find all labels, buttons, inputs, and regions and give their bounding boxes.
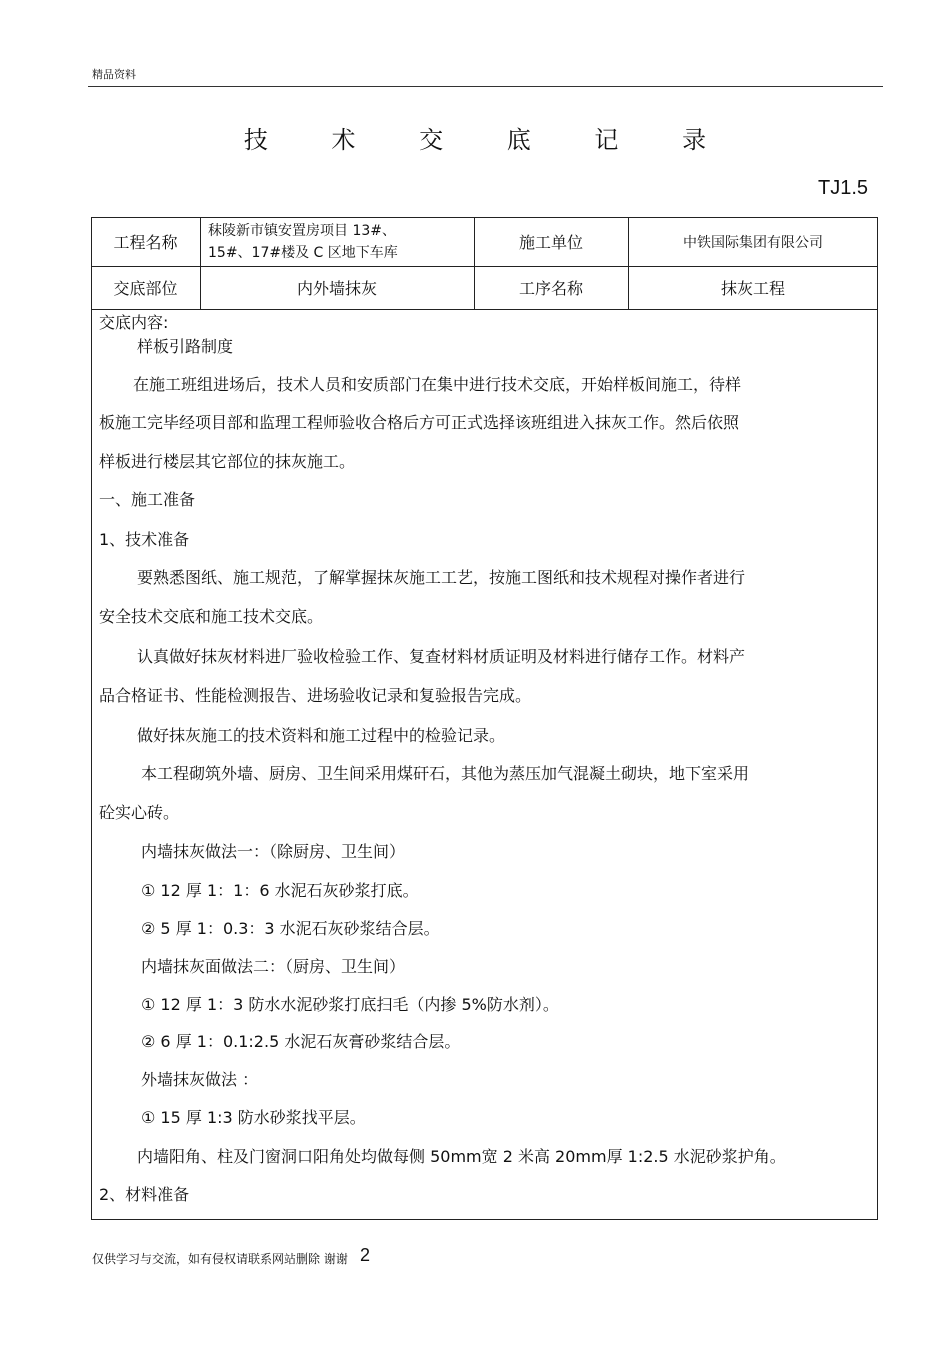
content-line: 在施工班组进场后，技术人员和安质部门在集中进行技术交底，开始样板间施工，待样 xyxy=(133,375,742,394)
content-line: 样板进行楼层其它部位的抹灰施工。 xyxy=(99,452,356,471)
location-label: 交底部位 xyxy=(113,279,178,298)
subsection-heading: 2、材料准备 xyxy=(99,1185,190,1204)
content-heading: 交底内容: xyxy=(99,313,169,332)
content-line: 板施工完毕经项目部和监理工程师验收合格后方可正式选择该班组进入抹灰工作。然后依照 xyxy=(99,413,740,432)
method-step: ② 6 厚 1：0.1:2.5 水泥石灰膏砂浆结合层。 xyxy=(141,1032,461,1051)
content-line: 品合格证书、性能检测报告、进场验收记录和复验报告完成。 xyxy=(99,686,532,705)
method-step: ① 15 厚 1:3 防水砂浆找平层。 xyxy=(141,1108,366,1127)
construction-unit-value: 中铁国际集团有限公司 xyxy=(683,234,823,251)
document-code: TJ1.5 xyxy=(818,177,869,199)
construction-unit-label: 施工单位 xyxy=(518,233,583,252)
location-value: 内外墙抹灰 xyxy=(296,279,377,298)
content-line: 样板引路制度 xyxy=(137,337,234,356)
header-label: 精品资料 xyxy=(92,68,136,81)
method-step: ① 12 厚 1：1：6 水泥石灰砂浆打底。 xyxy=(141,881,419,900)
method-heading: 外墙抹灰做法 ： xyxy=(141,1070,259,1089)
method-heading: 内墙抹灰面做法二：（厨房、卫生间） xyxy=(141,957,406,976)
page-number: 2 xyxy=(360,1245,371,1265)
table-row-divider xyxy=(91,309,878,310)
document-title: 技 术 交 底 记 录 xyxy=(243,126,735,154)
content-line: 本工程砌筑外墙、厨房、卫生间采用煤矸石，其他为蒸压加气混凝土砌块，地下室采用 xyxy=(141,764,750,783)
subsection-heading: 1、技术准备 xyxy=(99,530,190,549)
footer-note: 仅供学习与交流，如有侵权请联系网站删除 谢谢 xyxy=(92,1252,348,1266)
header-divider xyxy=(88,86,883,87)
content-line: 安全技术交底和施工技术交底。 xyxy=(99,607,324,626)
content-line: 砼实心砖。 xyxy=(99,803,180,822)
content-line: 做好抹灰施工的技术资料和施工过程中的检验记录。 xyxy=(137,726,506,745)
project-name-line-2: 15#、17#楼及 C 区地下车库 xyxy=(208,244,398,261)
process-label: 工序名称 xyxy=(518,279,583,298)
method-heading: 内墙抹灰做法一：（除厨房、卫生间） xyxy=(141,842,406,861)
process-value: 抹灰工程 xyxy=(720,279,785,298)
content-line: 要熟悉图纸、施工规范，了解掌握抹灰施工工艺，按施工图纸和技术规程对操作者进行 xyxy=(137,568,746,587)
project-name-value xyxy=(200,217,474,266)
project-name-label: 工程名称 xyxy=(113,233,178,252)
project-name-line-1: 秣陵新市镇安置房项目 13#、 xyxy=(208,222,396,239)
content-line: 内墙阳角、柱及门窗洞口阳角处均做每侧 50mm宽 2 米高 20mm厚 1:2.5 水泥砂浆护角。 xyxy=(137,1147,786,1166)
content-line: 认真做好抹灰材料进厂验收检验工作、复查材料材质证明及材料进行储存工作。材料产 xyxy=(137,647,746,666)
method-step: ② 5 厚 1：0.3：3 水泥石灰砂浆结合层。 xyxy=(141,919,440,938)
section-heading: 一、施工准备 xyxy=(99,490,196,509)
method-step: ① 12 厚 1：3 防水水泥砂浆打底扫毛（内掺 5%防水剂）。 xyxy=(141,995,559,1014)
